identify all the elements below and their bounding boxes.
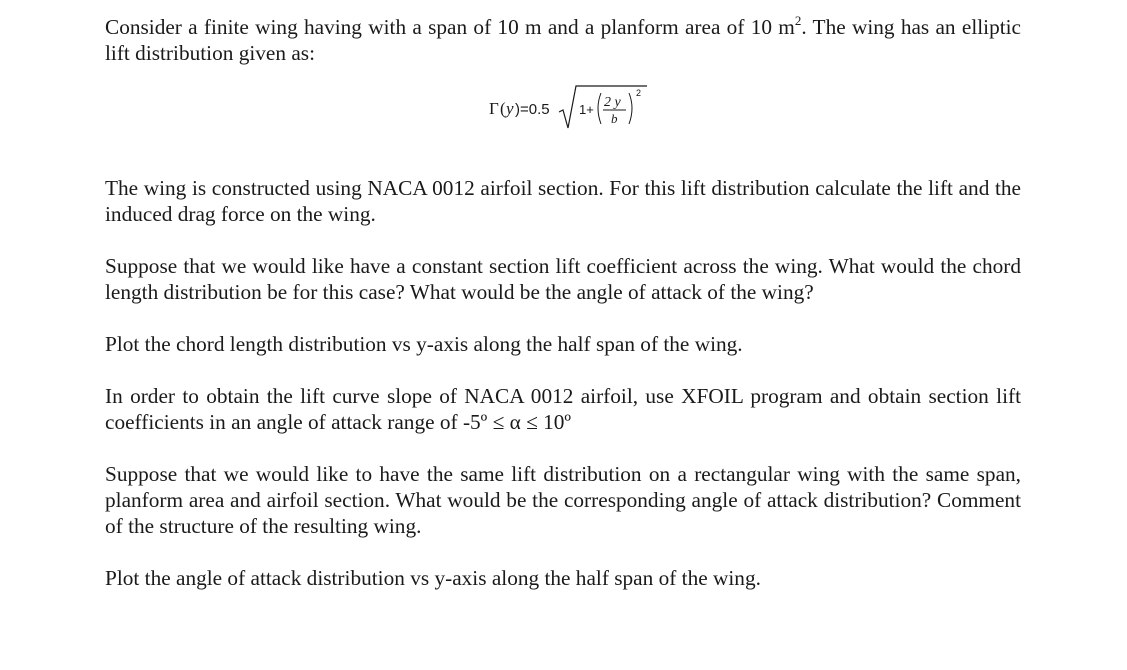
paragraph-xfoil: In order to obtain the lift curve slope of NACA 0012 airfoil, use XFOIL program and obtain section lift coefficients in an angle of attack range of -5º ≤ α ≤ 10º	[105, 384, 1021, 434]
fraction-denominator: b	[611, 111, 618, 126]
lift-distribution-equation	[105, 66, 1021, 175]
paragraph-wing-definition	[105, 14, 1021, 66]
equation-graphic	[487, 84, 657, 144]
gamma-symbol: Γ	[489, 99, 499, 118]
paragraph-plot-angle-of-attack: Plot the angle of attack distribution vs y-axis along the half span of the wing.	[105, 566, 761, 590]
paragraph-plot-chord: Plot the chord length distribution vs y-axis along the half span of the wing.	[105, 332, 743, 356]
paragraph-lift-and-drag: The wing is constructed using NACA 0012 airfoil section. For this lift distribution calculate the lift and the induced drag force on the wing.	[105, 176, 1021, 226]
paragraph-constant-lift-coefficient: Suppose that we would like have a constant section lift coefficient across the wing. What would the chord length distribution be for this case? What would be the angle of attack of the wing?	[105, 254, 1021, 304]
one-plus: 1+	[579, 102, 594, 117]
paragraph-rectangular-wing: Suppose that we would like to have the same lift distribution on a rectangular wing with the same span, planform area and airfoil section. What would be the corresponding angle of attack distribution? Comment of the structure of the resulting wing.	[105, 462, 1021, 538]
big-right-paren	[629, 93, 632, 124]
document-body	[105, 14, 1021, 591]
wing-definition-text-cont: . The wing has an elliptic lift distribution given as:	[105, 15, 1021, 65]
power-exponent: 2	[636, 88, 642, 98]
wing-definition-text: Consider a finite wing having with a span of 10 m and a planform area of 10 m	[105, 15, 795, 39]
variable-y: y	[506, 99, 514, 118]
big-left-paren	[598, 93, 601, 124]
square-root-sign	[559, 86, 647, 128]
area-unit-exponent: 2	[794, 12, 802, 28]
close-paren-equals-coefficient: )=0.5	[515, 101, 550, 118]
open-paren: (	[500, 99, 506, 118]
fraction-numerator: 2 y	[604, 95, 621, 110]
